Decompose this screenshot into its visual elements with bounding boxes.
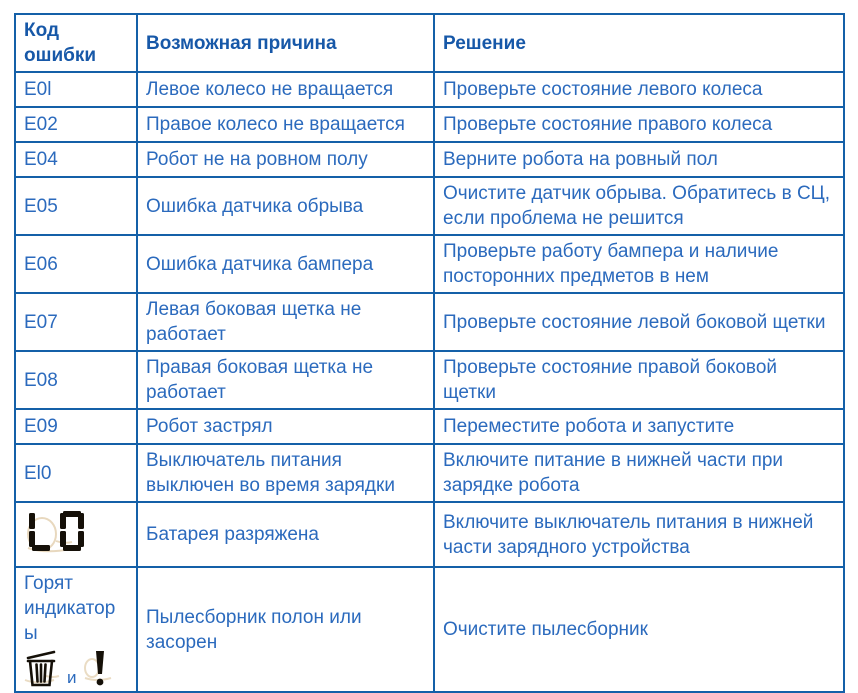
solution-cell: Проверьте состояние правого колеса [434,107,844,142]
solution-cell: Включите выключатель питания в нижней части зарядного устройства [434,502,844,567]
cause-cell: Робот не на ровном полу [137,142,434,177]
solution-cell: Проверьте состояние левой боковой щетки [434,293,844,351]
table-row [15,567,844,692]
error-code-cell [15,567,137,692]
cause-cell: Левое колесо не вращается [137,72,434,107]
table-row [15,351,844,409]
cause-cell: Батарея разряжена [137,502,434,567]
cause-cell: Пылесборник полон или засорен [137,567,434,692]
header-possible-cause: Возможная причина [137,14,434,72]
error-codes-table [14,13,845,693]
solution-cell: Проверьте работу бампера и наличие посторонних предметов в нем [434,235,844,293]
error-code-cell: E06 [15,235,137,293]
table-row [15,444,844,502]
solution-cell: Верните робота на ровный пол [434,142,844,177]
error-code-cell: E04 [15,142,137,177]
indicators-label: Горят индикаторы [24,573,116,644]
cause-cell: Правая боковая щетка не работает [137,351,434,409]
error-code-cell: E0l [15,72,137,107]
solution-cell: Включите питание в нижней части при зарядке робота [434,444,844,502]
table-row [15,107,844,142]
solution-cell: Проверьте состояние левого колеса [434,72,844,107]
solution-cell: Очистите пылесборник [434,567,844,692]
solution-cell: Проверьте состояние правой боковой щетки [434,351,844,409]
error-code-cell: E07 [15,293,137,351]
cause-cell: Выключатель питания выключен во время зарядки [137,444,434,502]
exclamation-icon [83,650,113,688]
solution-cell: Переместите робота и запустите [434,409,844,444]
cause-cell: Правое колесо не вращается [137,107,434,142]
cause-cell: Ошибка датчика обрыва [137,177,434,235]
lo-display-icon [26,508,92,556]
error-code-cell: E05 [15,177,137,235]
table-row [15,177,844,235]
cause-cell: Левая боковая щетка не работает [137,293,434,351]
cause-cell: Робот застрял [137,409,434,444]
error-code-cell [15,502,137,567]
indicator-icons [24,650,128,688]
table-header-row [15,14,844,72]
cause-cell: Ошибка датчика бампера [137,235,434,293]
manual-page [0,13,858,687]
table-row [15,409,844,444]
header-solution: Решение [434,14,844,72]
table-row [15,142,844,177]
error-code-cell: E08 [15,351,137,409]
trash-bin-icon [24,650,61,688]
error-code-cell: E02 [15,107,137,142]
conjunction-text: и [67,668,77,687]
error-code-cell: El0 [15,444,137,502]
table-row [15,502,844,567]
table-row [15,72,844,107]
solution-cell: Очистите датчик обрыва. Обратитесь в СЦ, если проблема не решится [434,177,844,235]
error-code-cell: E09 [15,409,137,444]
table-row [15,235,844,293]
table-row [15,293,844,351]
header-error-code: Код ошибки [15,14,137,72]
